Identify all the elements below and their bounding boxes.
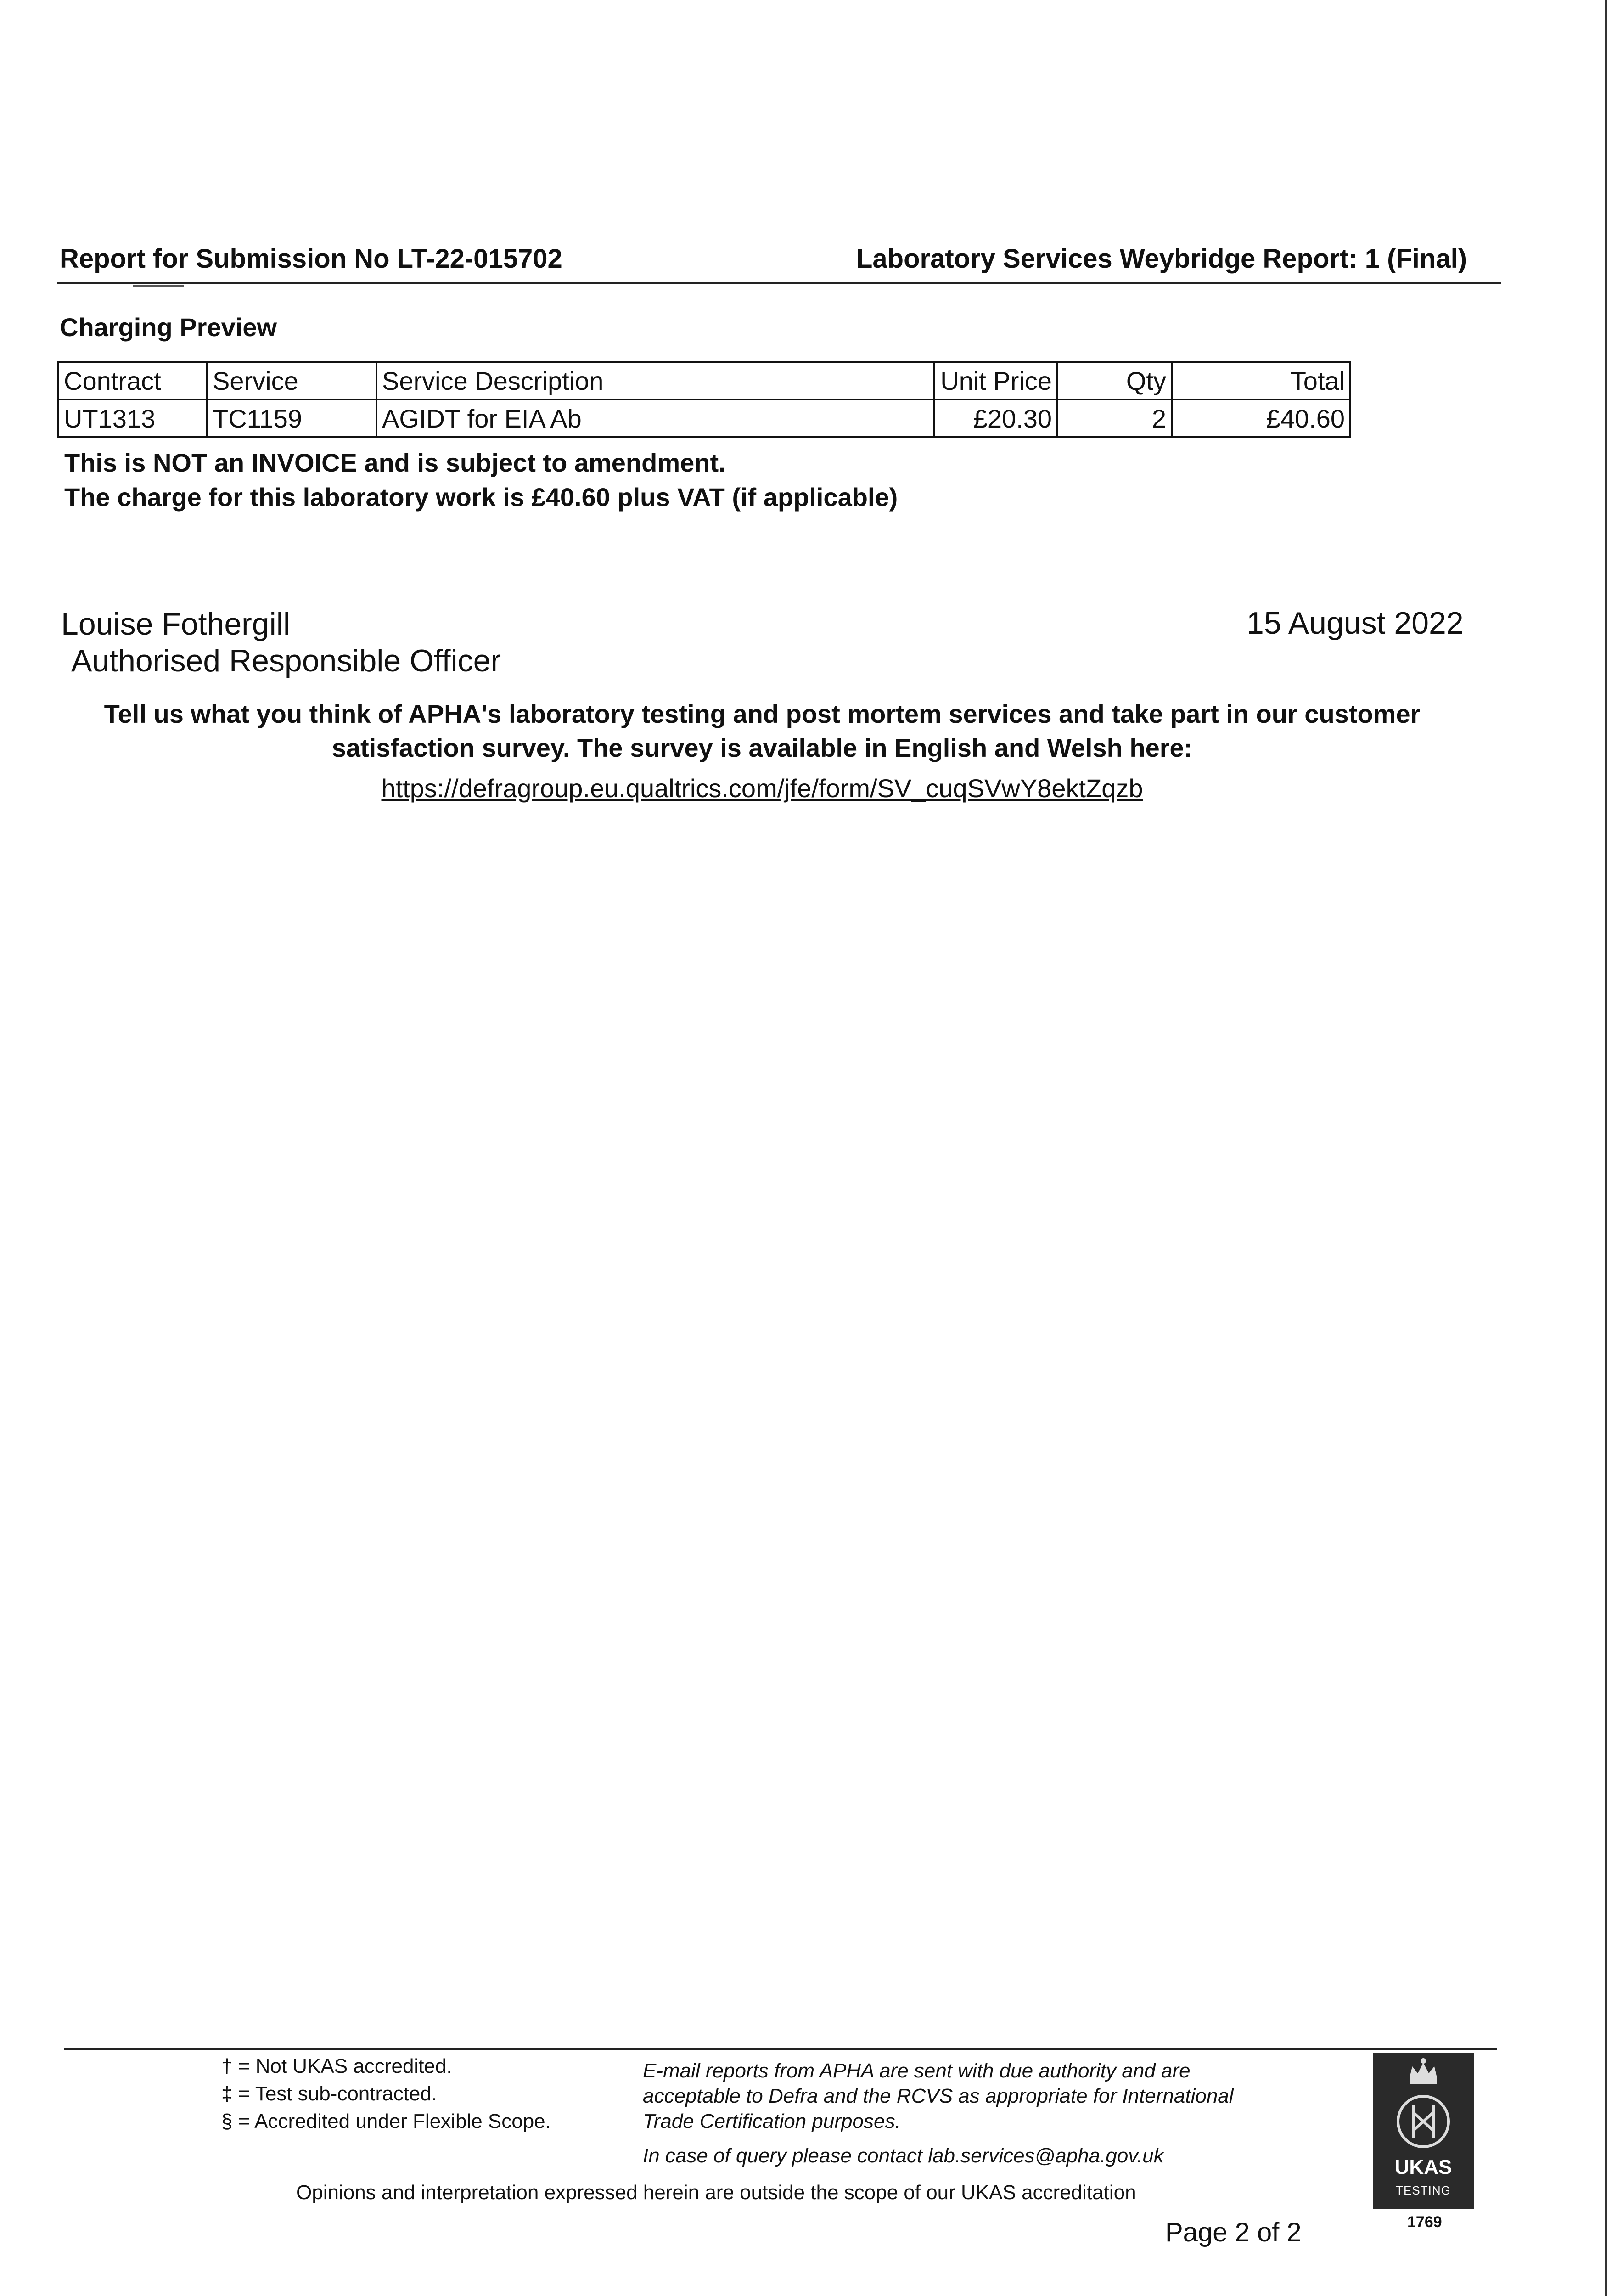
footer-note-line-1: E-mail reports from APHA are sent with due authority and are (643, 2060, 1191, 2082)
column-header-unit-price: Unit Price (934, 362, 1057, 400)
footer-note-line-3: Trade Certification purposes. (643, 2110, 901, 2133)
cell-qty: 2 (1057, 400, 1172, 437)
table-header-row (58, 362, 1350, 400)
officer-name: Louise Fothergill (61, 607, 290, 642)
footer-contact-note: In case of query please contact lab.services@apha.gov.uk (643, 2144, 1164, 2167)
header-divider (57, 282, 1501, 284)
charging-table (57, 361, 1351, 438)
column-header-qty: Qty (1057, 362, 1172, 400)
column-header-service: Service (207, 362, 376, 400)
report-header: Laboratory Services Weybridge Report: 1 (Final) (856, 244, 1467, 274)
charge-summary: The charge for this laboratory work is £40.60 plus VAT (if applicable) (64, 483, 898, 512)
column-header-total: Total (1172, 362, 1350, 400)
ukas-testing-label: TESTING (1396, 2183, 1451, 2197)
column-header-contract: Contract (58, 362, 207, 400)
table-row (58, 400, 1350, 437)
scan-edge-line (1605, 0, 1607, 2296)
cell-contract: UT1313 (58, 400, 207, 437)
footer-divider (64, 2048, 1497, 2050)
footer-key-not-accredited: † = Not UKAS accredited. (221, 2055, 452, 2077)
column-header-service-description: Service Description (376, 362, 934, 400)
footer-key-sub-contracted: ‡ = Test sub-contracted. (221, 2082, 438, 2105)
cell-total: £40.60 (1172, 400, 1350, 437)
ukas-word: UKAS (1394, 2156, 1452, 2178)
ukas-scope-statement: Opinions and interpretation expressed herein are outside the scope of our UKAS accreditation (296, 2181, 1136, 2204)
cell-service-description: AGIDT for EIA Ab (376, 400, 934, 437)
report-date: 15 August 2022 (1247, 606, 1464, 641)
header-divider-accent (133, 285, 184, 287)
survey-invitation-line-1: Tell us what you think of APHA's laboratory testing and post mortem services and take part in our customer (104, 699, 1421, 728)
page-number: Page 2 of 2 (1165, 2217, 1302, 2247)
ukas-accreditation-number: 1769 (1407, 2213, 1442, 2231)
not-invoice-notice: This is NOT an INVOICE and is subject to amendment. (64, 448, 726, 477)
footer-note-line-2: acceptable to Defra and the RCVS as appropriate for International (643, 2085, 1234, 2107)
cell-unit-price: £20.30 (934, 400, 1057, 437)
survey-link[interactable]: https://defragroup.eu.qualtrics.com/jfe/form/SV_cuqSVwY8ektZqzb (381, 774, 1143, 803)
charging-preview-title: Charging Preview (60, 313, 277, 342)
cell-service: TC1159 (207, 400, 376, 437)
officer-title: Authorised Responsible Officer (71, 643, 501, 678)
submission-number-header: Report for Submission No LT-22-015702 (60, 244, 562, 274)
footer-key-flexible-scope: § = Accredited under Flexible Scope. (221, 2110, 551, 2133)
survey-invitation-line-2: satisfaction survey. The survey is available in English and Welsh here: (331, 733, 1193, 762)
